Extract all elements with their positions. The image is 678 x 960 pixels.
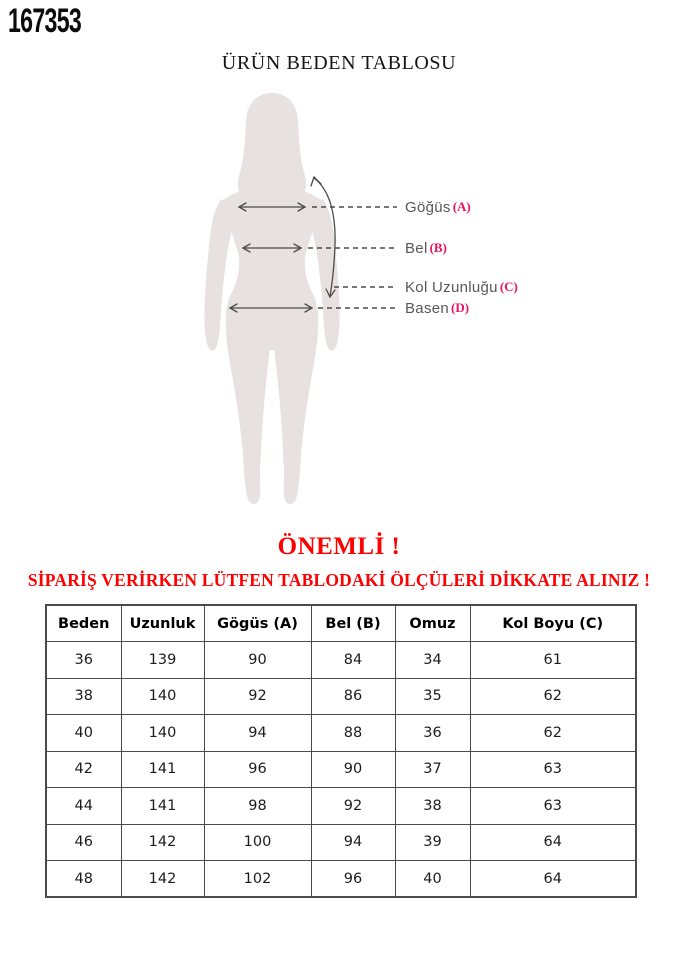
size-table-cell: 141 [121,788,204,825]
size-table-header-cell: Uzunluk [121,605,204,642]
size-table-cell: 36 [46,642,121,679]
size-table-header-cell: Bel (B) [311,605,395,642]
size-table-cell: 64 [470,824,636,861]
size-table-cell: 90 [204,642,311,679]
size-table-row [46,678,636,715]
measurement-label-gogus [405,199,471,215]
size-table-cell: 63 [470,751,636,788]
size-table-cell: 46 [46,824,121,861]
size-table-cell: 62 [470,715,636,752]
size-table-header-row [46,605,636,642]
measurement-letter: (D) [451,300,470,315]
size-table-cell: 40 [46,715,121,752]
size-table-cell: 38 [395,788,470,825]
warning-heading: ÖNEMLİ ! [277,533,401,560]
size-table-cell: 90 [311,751,395,788]
size-table [45,604,637,898]
size-table-cell: 42 [46,751,121,788]
size-table-cell: 98 [204,788,311,825]
size-table-row [46,642,636,679]
size-table-cell: 40 [395,861,470,898]
measurement-label-bel [405,240,447,256]
size-table-cell: 94 [311,824,395,861]
size-table-cell: 84 [311,642,395,679]
measurement-letter: (C) [499,279,518,294]
size-table-cell: 92 [204,678,311,715]
size-table-row [46,751,636,788]
size-table-row [46,824,636,861]
size-table-cell: 141 [121,751,204,788]
size-table-cell: 44 [46,788,121,825]
size-table-header-cell: Beden [46,605,121,642]
size-table-cell: 34 [395,642,470,679]
size-table-header-cell: Kol Boyu (C) [470,605,636,642]
female-silhouette [204,93,339,504]
size-table-cell: 35 [395,678,470,715]
measurement-label-basen [405,300,469,316]
size-table-cell: 61 [470,642,636,679]
size-table-cell: 39 [395,824,470,861]
measurement-name: Bel [405,240,428,257]
size-table-header-cell: Gögüs (A) [204,605,311,642]
size-table-cell: 36 [395,715,470,752]
size-table-body [46,642,636,898]
size-table-row [46,715,636,752]
size-table-row [46,861,636,898]
size-table-cell: 142 [121,861,204,898]
size-table-cell: 64 [470,861,636,898]
size-table-cell: 139 [121,642,204,679]
size-table-cell: 96 [311,861,395,898]
size-table-container [45,604,635,898]
size-table-cell: 140 [121,715,204,752]
size-table-cell: 63 [470,788,636,825]
size-table-cell: 140 [121,678,204,715]
measurement-name: Göğüs [405,199,451,216]
size-table-cell: 96 [204,751,311,788]
size-table-cell: 37 [395,751,470,788]
product-code: 167353 [8,2,82,40]
measurement-letter: (B) [429,240,447,255]
measurement-name: Kol Uzunluğu [405,279,498,296]
measurement-name: Basen [405,300,450,317]
size-table-row [46,788,636,825]
size-table-cell: 38 [46,678,121,715]
size-table-cell: 92 [311,788,395,825]
size-table-cell: 86 [311,678,395,715]
size-table-cell: 142 [121,824,204,861]
size-table-cell: 62 [470,678,636,715]
page-title: ÜRÜN BEDEN TABLOSU [221,52,457,74]
size-table-cell: 102 [204,861,311,898]
body-silhouette-diagram [150,85,400,525]
size-table-cell: 94 [204,715,311,752]
size-table-header-cell: Omuz [395,605,470,642]
size-table-cell: 88 [311,715,395,752]
measurement-label-kol-uzunlugu [405,279,518,295]
size-table-cell: 48 [46,861,121,898]
size-table-cell: 100 [204,824,311,861]
measurement-letter: (A) [452,199,471,214]
warning-subheading: SİPARİŞ VERİRKEN LÜTFEN TABLODAKİ ÖLÇÜLERİ DİKKATE ALINIZ ! [27,570,651,590]
